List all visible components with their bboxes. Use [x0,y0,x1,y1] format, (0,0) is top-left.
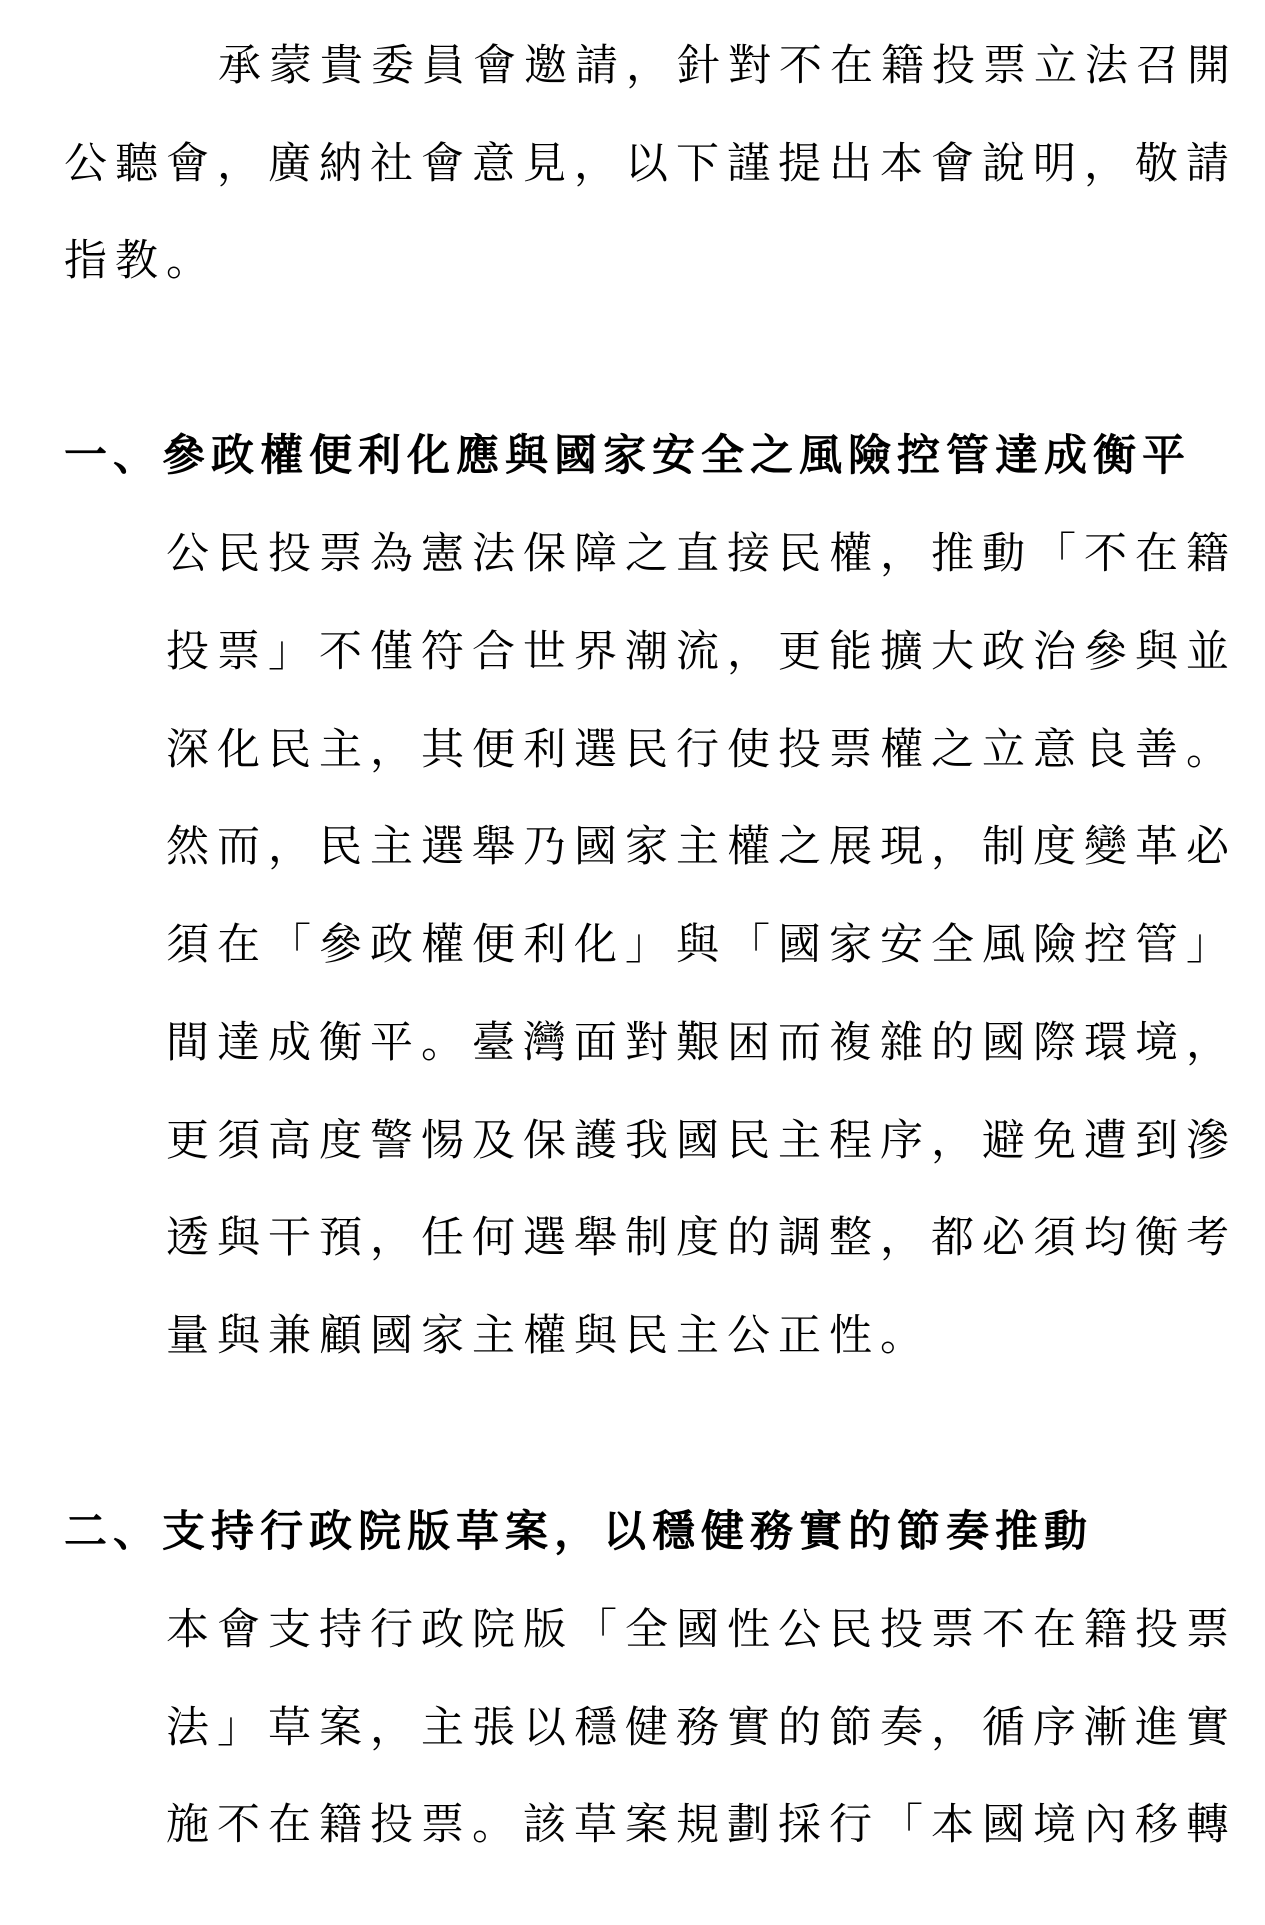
intro-line: 指教。 [64,236,217,286]
section-one-line: 深化民主，其便利選民行使投票權之立意良善。 [166,725,1237,775]
section-one-line: 然而，民主選舉乃國家主權之展現，制度變革必 [166,822,1237,872]
section-one-line: 投票」不僅符合世界潮流，更能擴大政治參與並 [166,627,1237,677]
section-one-line: 量與兼顧國家主權與民主公正性。 [166,1311,931,1361]
section-one-line: 間達成衡平。臺灣面對艱困而複雜的國際環境， [166,1018,1237,1068]
section-two-heading: 二、支持行政院版草案，以穩健務實的節奏推動 [64,1507,1093,1557]
intro-line: 公聽會，廣納社會意見，以下謹提出本會說明，敬請 [64,139,1237,189]
section-two-line: 施不在籍投票。該草案規劃採行「本國境內移轉 [166,1800,1237,1850]
intro-line: 承蒙貴委員會邀請，針對不在籍投票立法召開 [218,41,1238,91]
section-two-line: 法」草案，主張以穩健務實的節奏，循序漸進實 [166,1703,1237,1753]
section-one-line: 公民投票為憲法保障之直接民權，推動「不在籍 [166,529,1237,579]
section-one-line: 更須高度警惕及保護我國民主程序，避免遭到滲 [166,1116,1237,1166]
section-one-line: 須在「參政權便利化」與「國家安全風險控管」 [166,920,1237,970]
section-one-line: 透與干預，任何選舉制度的調整，都必須均衡考 [166,1213,1237,1263]
section-one-heading: 一、參政權便利化應與國家安全之風險控管達成衡平 [64,431,1191,481]
section-two-line: 本會支持行政院版「全國性公民投票不在籍投票 [166,1605,1237,1655]
